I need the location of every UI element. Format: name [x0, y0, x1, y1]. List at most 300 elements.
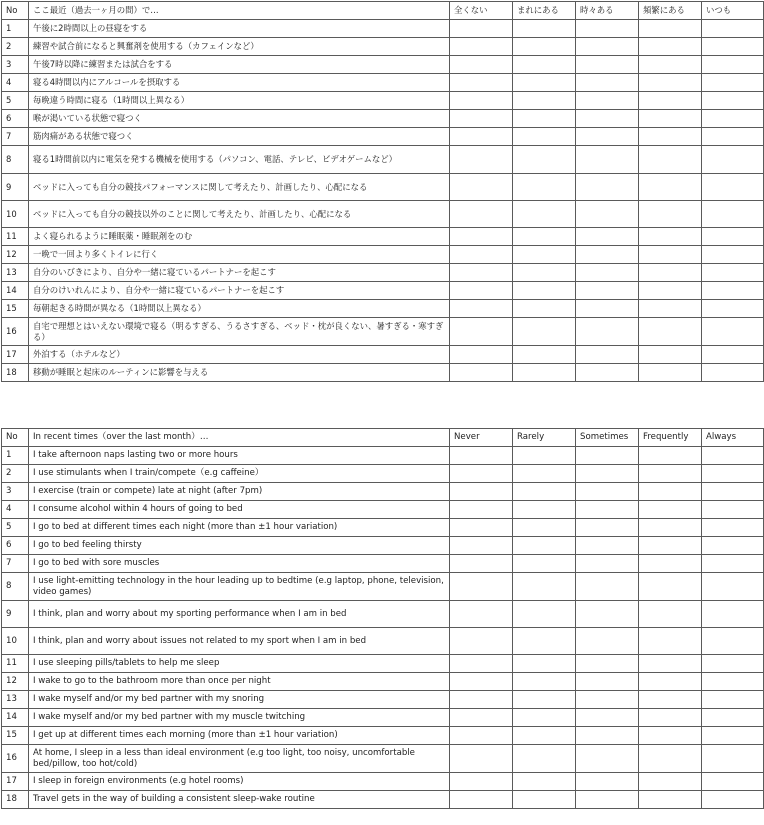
answer-cell-option-1[interactable]	[450, 501, 513, 519]
answer-cell-option-4[interactable]	[639, 56, 702, 74]
answer-cell-option-3[interactable]	[576, 201, 639, 228]
row-number: 5	[2, 92, 29, 110]
answer-cell-option-3[interactable]	[576, 573, 639, 601]
answer-cell-option-3[interactable]	[576, 655, 639, 673]
japanese-sleep-questionnaire	[1, 1, 764, 382]
answer-cell-option-5[interactable]	[702, 264, 764, 282]
answer-cell-option-1[interactable]	[450, 264, 513, 282]
question-text: I think, plan and worry about issues not related to my sport when I am in bed	[29, 628, 450, 655]
row-number: 18	[2, 364, 29, 382]
answer-cell-option-4[interactable]	[639, 673, 702, 691]
question-row	[2, 174, 764, 201]
answer-cell-option-3[interactable]	[576, 346, 639, 364]
answer-cell-option-1[interactable]	[450, 483, 513, 501]
answer-cell-option-4[interactable]	[639, 447, 702, 465]
question-text: 自分のいびきにより、自分や一緒に寝ているパートナーを起こす	[29, 264, 450, 282]
english-sleep-questionnaire	[1, 428, 764, 809]
answer-cell-option-1[interactable]	[450, 228, 513, 246]
question-text: 練習や試合前になると興奮剤を使用する（カフェインなど）	[29, 38, 450, 56]
answer-cell-option-2[interactable]	[513, 264, 576, 282]
row-number: 7	[2, 555, 29, 573]
answer-cell-option-2[interactable]	[513, 791, 576, 809]
question-text: 午後に2時間以上の昼寝をする	[29, 20, 450, 38]
header-option-4: Frequently	[639, 429, 702, 447]
answer-cell-option-2[interactable]	[513, 709, 576, 727]
answer-cell-option-1[interactable]	[450, 655, 513, 673]
question-row	[2, 128, 764, 146]
answer-cell-option-5[interactable]	[702, 628, 764, 655]
answer-cell-option-5[interactable]	[702, 300, 764, 318]
header-option-2: Rarely	[513, 429, 576, 447]
row-number: 9	[2, 601, 29, 628]
answer-cell-option-3[interactable]	[576, 318, 639, 346]
answer-cell-option-3[interactable]	[576, 501, 639, 519]
answer-cell-option-2[interactable]	[513, 246, 576, 264]
answer-cell-option-5[interactable]	[702, 146, 764, 174]
answer-cell-option-1[interactable]	[450, 519, 513, 537]
answer-cell-option-2[interactable]	[513, 201, 576, 228]
answer-cell-option-5[interactable]	[702, 346, 764, 364]
answer-cell-option-4[interactable]	[639, 773, 702, 791]
answer-cell-option-3[interactable]	[576, 519, 639, 537]
answer-cell-option-1[interactable]	[450, 791, 513, 809]
answer-cell-option-2[interactable]	[513, 727, 576, 745]
answer-cell-option-5[interactable]	[702, 709, 764, 727]
answer-cell-option-1[interactable]	[450, 300, 513, 318]
answer-cell-option-5[interactable]	[702, 128, 764, 146]
question-text: 筋肉痛がある状態で寝つく	[29, 128, 450, 146]
answer-cell-option-3[interactable]	[576, 791, 639, 809]
question-text: 午後7時以降に練習または試合をする	[29, 56, 450, 74]
answer-cell-option-2[interactable]	[513, 483, 576, 501]
row-number: 6	[2, 537, 29, 555]
answer-cell-option-1[interactable]	[450, 74, 513, 92]
answer-cell-option-2[interactable]	[513, 346, 576, 364]
question-text: I wake myself and/or my bed partner with my muscle twitching	[29, 709, 450, 727]
header-question: ここ最近（過去一ヶ月の間）で…	[29, 2, 450, 20]
question-row	[2, 74, 764, 92]
answer-cell-option-2[interactable]	[513, 364, 576, 382]
answer-cell-option-2[interactable]	[513, 110, 576, 128]
answer-cell-option-1[interactable]	[450, 745, 513, 773]
answer-cell-option-4[interactable]	[639, 555, 702, 573]
answer-cell-option-5[interactable]	[702, 519, 764, 537]
answer-cell-option-3[interactable]	[576, 537, 639, 555]
answer-cell-option-4[interactable]	[639, 300, 702, 318]
answer-cell-option-1[interactable]	[450, 465, 513, 483]
question-text: 寝る4時間以内にアルコールを摂取する	[29, 74, 450, 92]
answer-cell-option-3[interactable]	[576, 628, 639, 655]
question-text: I go to bed at different times each night (more than ±1 hour variation)	[29, 519, 450, 537]
answer-cell-option-3[interactable]	[576, 555, 639, 573]
header-option-5: Always	[702, 429, 764, 447]
answer-cell-option-2[interactable]	[513, 628, 576, 655]
answer-cell-option-1[interactable]	[450, 174, 513, 201]
answer-cell-option-2[interactable]	[513, 282, 576, 300]
header-option-5: いつも	[702, 2, 764, 20]
answer-cell-option-2[interactable]	[513, 56, 576, 74]
answer-cell-option-3[interactable]	[576, 56, 639, 74]
answer-cell-option-3[interactable]	[576, 282, 639, 300]
answer-cell-option-2[interactable]	[513, 501, 576, 519]
row-number: 17	[2, 346, 29, 364]
answer-cell-option-2[interactable]	[513, 519, 576, 537]
row-number: 5	[2, 519, 29, 537]
answer-cell-option-2[interactable]	[513, 74, 576, 92]
answer-cell-option-5[interactable]	[702, 655, 764, 673]
answer-cell-option-1[interactable]	[450, 282, 513, 300]
question-row	[2, 501, 764, 519]
answer-cell-option-5[interactable]	[702, 201, 764, 228]
answer-cell-option-4[interactable]	[639, 146, 702, 174]
answer-cell-option-2[interactable]	[513, 745, 576, 773]
answer-cell-option-4[interactable]	[639, 264, 702, 282]
question-row	[2, 264, 764, 282]
answer-cell-option-1[interactable]	[450, 709, 513, 727]
answer-cell-option-5[interactable]	[702, 483, 764, 501]
question-row	[2, 246, 764, 264]
answer-cell-option-4[interactable]	[639, 201, 702, 228]
answer-cell-option-4[interactable]	[639, 128, 702, 146]
answer-cell-option-2[interactable]	[513, 673, 576, 691]
row-number: 3	[2, 56, 29, 74]
question-text: 一晩で一回より多くトイレに行く	[29, 246, 450, 264]
answer-cell-option-4[interactable]	[639, 628, 702, 655]
question-row	[2, 201, 764, 228]
answer-cell-option-4[interactable]	[639, 364, 702, 382]
answer-cell-option-1[interactable]	[450, 20, 513, 38]
answer-cell-option-4[interactable]	[639, 318, 702, 346]
answer-cell-option-2[interactable]	[513, 447, 576, 465]
header-option-1: Never	[450, 429, 513, 447]
question-text: 外泊する（ホテルなど）	[29, 346, 450, 364]
answer-cell-option-5[interactable]	[702, 673, 764, 691]
answer-cell-option-1[interactable]	[450, 691, 513, 709]
row-number: 4	[2, 501, 29, 519]
answer-cell-option-1[interactable]	[450, 537, 513, 555]
question-text: I go to bed feeling thirsty	[29, 537, 450, 555]
question-row	[2, 20, 764, 38]
answer-cell-option-1[interactable]	[450, 146, 513, 174]
answer-cell-option-2[interactable]	[513, 318, 576, 346]
answer-cell-option-5[interactable]	[702, 573, 764, 601]
row-number: 11	[2, 655, 29, 673]
question-text: 自宅で理想とはいえない環境で寝る（明るすぎる、うるさすぎる、ベッド・枕が良くない、暑すぎる・寒すぎる）	[29, 318, 450, 346]
answer-cell-option-1[interactable]	[450, 364, 513, 382]
row-number: 4	[2, 74, 29, 92]
answer-cell-option-2[interactable]	[513, 601, 576, 628]
answer-cell-option-5[interactable]	[702, 791, 764, 809]
header-row	[2, 2, 764, 20]
question-text: I sleep in foreign environments (e.g hotel rooms)	[29, 773, 450, 791]
question-row	[2, 346, 764, 364]
answer-cell-option-4[interactable]	[639, 110, 702, 128]
answer-cell-option-5[interactable]	[702, 555, 764, 573]
answer-cell-option-3[interactable]	[576, 110, 639, 128]
header-option-1: 全くない	[450, 2, 513, 20]
answer-cell-option-3[interactable]	[576, 92, 639, 110]
answer-cell-option-5[interactable]	[702, 501, 764, 519]
row-number: 13	[2, 691, 29, 709]
answer-cell-option-2[interactable]	[513, 20, 576, 38]
answer-cell-option-4[interactable]	[639, 228, 702, 246]
question-row	[2, 773, 764, 791]
answer-cell-option-3[interactable]	[576, 264, 639, 282]
answer-cell-option-4[interactable]	[639, 246, 702, 264]
answer-cell-option-3[interactable]	[576, 601, 639, 628]
question-text: よく寝られるように睡眠薬・睡眠剤をのむ	[29, 228, 450, 246]
answer-cell-option-5[interactable]	[702, 74, 764, 92]
answer-cell-option-1[interactable]	[450, 246, 513, 264]
row-number: 16	[2, 318, 29, 346]
row-number: 1	[2, 447, 29, 465]
row-number: 14	[2, 709, 29, 727]
answer-cell-option-3[interactable]	[576, 364, 639, 382]
answer-cell-option-3[interactable]	[576, 146, 639, 174]
answer-cell-option-5[interactable]	[702, 92, 764, 110]
answer-cell-option-2[interactable]	[513, 537, 576, 555]
question-row	[2, 38, 764, 56]
answer-cell-option-2[interactable]	[513, 773, 576, 791]
question-row	[2, 601, 764, 628]
answer-cell-option-2[interactable]	[513, 92, 576, 110]
answer-cell-option-5[interactable]	[702, 364, 764, 382]
header-option-3: Sometimes	[576, 429, 639, 447]
answer-cell-option-3[interactable]	[576, 709, 639, 727]
row-number: 10	[2, 628, 29, 655]
question-row	[2, 300, 764, 318]
answer-cell-option-5[interactable]	[702, 246, 764, 264]
question-text: 喉が渇いている状態で寝つく	[29, 110, 450, 128]
answer-cell-option-4[interactable]	[639, 601, 702, 628]
question-row	[2, 519, 764, 537]
header-no: No	[2, 429, 29, 447]
answer-cell-option-4[interactable]	[639, 691, 702, 709]
header-no: No	[2, 2, 29, 20]
answer-cell-option-3[interactable]	[576, 447, 639, 465]
answer-cell-option-3[interactable]	[576, 246, 639, 264]
answer-cell-option-2[interactable]	[513, 128, 576, 146]
answer-cell-option-5[interactable]	[702, 465, 764, 483]
answer-cell-option-1[interactable]	[450, 601, 513, 628]
answer-cell-option-3[interactable]	[576, 673, 639, 691]
question-row	[2, 691, 764, 709]
question-row	[2, 465, 764, 483]
header-question: In recent times（over the last month）…	[29, 429, 450, 447]
question-row	[2, 282, 764, 300]
question-row	[2, 92, 764, 110]
question-row	[2, 537, 764, 555]
question-row	[2, 364, 764, 382]
answer-cell-option-2[interactable]	[513, 146, 576, 174]
answer-cell-option-2[interactable]	[513, 555, 576, 573]
row-number: 7	[2, 128, 29, 146]
question-row	[2, 709, 764, 727]
answer-cell-option-5[interactable]	[702, 727, 764, 745]
question-row	[2, 228, 764, 246]
question-text: 寝る1時間前以内に電気を発する機械を使用する（パソコン、電話、テレビ、ビデオゲームなど）	[29, 146, 450, 174]
row-number: 18	[2, 791, 29, 809]
row-number: 10	[2, 201, 29, 228]
row-number: 8	[2, 573, 29, 601]
question-text: I use stimulants when I train/compete（e.g caffeine）	[29, 465, 450, 483]
question-text: I think, plan and worry about my sporting performance when I am in bed	[29, 601, 450, 628]
answer-cell-option-1[interactable]	[450, 773, 513, 791]
answer-cell-option-4[interactable]	[639, 791, 702, 809]
answer-cell-option-4[interactable]	[639, 745, 702, 773]
question-text: I go to bed with sore muscles	[29, 555, 450, 573]
question-text: I wake to go to the bathroom more than once per night	[29, 673, 450, 691]
row-number: 11	[2, 228, 29, 246]
row-number: 13	[2, 264, 29, 282]
row-number: 14	[2, 282, 29, 300]
answer-cell-option-4[interactable]	[639, 483, 702, 501]
row-number: 6	[2, 110, 29, 128]
answer-cell-option-3[interactable]	[576, 38, 639, 56]
answer-cell-option-5[interactable]	[702, 110, 764, 128]
answer-cell-option-3[interactable]	[576, 465, 639, 483]
question-row	[2, 555, 764, 573]
answer-cell-option-1[interactable]	[450, 92, 513, 110]
answer-cell-option-4[interactable]	[639, 501, 702, 519]
answer-cell-option-5[interactable]	[702, 318, 764, 346]
row-number: 16	[2, 745, 29, 773]
question-row	[2, 483, 764, 501]
answer-cell-option-1[interactable]	[450, 628, 513, 655]
question-row	[2, 745, 764, 773]
answer-cell-option-5[interactable]	[702, 56, 764, 74]
question-text: I wake myself and/or my bed partner with my snoring	[29, 691, 450, 709]
answer-cell-option-4[interactable]	[639, 465, 702, 483]
answer-cell-option-2[interactable]	[513, 174, 576, 201]
row-number: 12	[2, 246, 29, 264]
question-text: At home, I sleep in a less than ideal environment (e.g too light, too noisy, uncomfortable bed/pillow, too hot/cold)	[29, 745, 450, 773]
row-number: 2	[2, 38, 29, 56]
question-row	[2, 56, 764, 74]
answer-cell-option-4[interactable]	[639, 573, 702, 601]
answer-cell-option-1[interactable]	[450, 573, 513, 601]
question-text: 自分のけいれんにより、自分や一緒に寝ているパートナーを起こす	[29, 282, 450, 300]
answer-cell-option-4[interactable]	[639, 174, 702, 201]
question-row	[2, 791, 764, 809]
answer-cell-option-4[interactable]	[639, 20, 702, 38]
answer-cell-option-3[interactable]	[576, 691, 639, 709]
answer-cell-option-4[interactable]	[639, 346, 702, 364]
question-text: I consume alcohol within 4 hours of going to bed	[29, 501, 450, 519]
question-text: I take afternoon naps lasting two or more hours	[29, 447, 450, 465]
row-number: 8	[2, 146, 29, 174]
english-table-body	[2, 429, 764, 809]
answer-cell-option-1[interactable]	[450, 318, 513, 346]
answer-cell-option-1[interactable]	[450, 110, 513, 128]
answer-cell-option-2[interactable]	[513, 655, 576, 673]
answer-cell-option-3[interactable]	[576, 727, 639, 745]
question-row	[2, 727, 764, 745]
header-option-3: 時々ある	[576, 2, 639, 20]
answer-cell-option-4[interactable]	[639, 655, 702, 673]
answer-cell-option-1[interactable]	[450, 555, 513, 573]
answer-cell-option-1[interactable]	[450, 346, 513, 364]
answer-cell-option-5[interactable]	[702, 447, 764, 465]
answer-cell-option-3[interactable]	[576, 74, 639, 92]
answer-cell-option-5[interactable]	[702, 20, 764, 38]
answer-cell-option-1[interactable]	[450, 201, 513, 228]
question-row	[2, 573, 764, 601]
answer-cell-option-2[interactable]	[513, 573, 576, 601]
answer-cell-option-1[interactable]	[450, 56, 513, 74]
answer-cell-option-3[interactable]	[576, 20, 639, 38]
question-text: 毎晩違う時間に寝る（1時間以上異なる）	[29, 92, 450, 110]
answer-cell-option-3[interactable]	[576, 300, 639, 318]
row-number: 12	[2, 673, 29, 691]
answer-cell-option-1[interactable]	[450, 128, 513, 146]
answer-cell-option-5[interactable]	[702, 174, 764, 201]
header-option-4: 頻繁にある	[639, 2, 702, 20]
answer-cell-option-1[interactable]	[450, 727, 513, 745]
answer-cell-option-5[interactable]	[702, 38, 764, 56]
answer-cell-option-1[interactable]	[450, 673, 513, 691]
question-text: 毎朝起きる時間が異なる（1時間以上異なる）	[29, 300, 450, 318]
answer-cell-option-4[interactable]	[639, 92, 702, 110]
answer-cell-option-2[interactable]	[513, 300, 576, 318]
answer-cell-option-3[interactable]	[576, 228, 639, 246]
answer-cell-option-2[interactable]	[513, 228, 576, 246]
answer-cell-option-3[interactable]	[576, 483, 639, 501]
row-number: 1	[2, 20, 29, 38]
question-row	[2, 447, 764, 465]
answer-cell-option-4[interactable]	[639, 282, 702, 300]
answer-cell-option-4[interactable]	[639, 519, 702, 537]
answer-cell-option-1[interactable]	[450, 38, 513, 56]
answer-cell-option-2[interactable]	[513, 38, 576, 56]
answer-cell-option-4[interactable]	[639, 74, 702, 92]
question-row	[2, 655, 764, 673]
answer-cell-option-5[interactable]	[702, 228, 764, 246]
question-text: 移動が睡眠と起床のルーティンに影響を与える	[29, 364, 450, 382]
answer-cell-option-2[interactable]	[513, 465, 576, 483]
answer-cell-option-4[interactable]	[639, 709, 702, 727]
header-option-2: まれにある	[513, 2, 576, 20]
question-text: I use light-emitting technology in the hour leading up to bedtime (e.g laptop, phone, television, video games)	[29, 573, 450, 601]
question-text: I use sleeping pills/tablets to help me sleep	[29, 655, 450, 673]
answer-cell-option-5[interactable]	[702, 601, 764, 628]
row-number: 17	[2, 773, 29, 791]
answer-cell-option-3[interactable]	[576, 745, 639, 773]
answer-cell-option-4[interactable]	[639, 727, 702, 745]
question-row	[2, 110, 764, 128]
japanese-table-body	[2, 2, 764, 382]
answer-cell-option-5[interactable]	[702, 282, 764, 300]
question-row	[2, 146, 764, 174]
answer-cell-option-5[interactable]	[702, 773, 764, 791]
header-row	[2, 429, 764, 447]
answer-cell-option-5[interactable]	[702, 745, 764, 773]
question-text: Travel gets in the way of building a consistent sleep-wake routine	[29, 791, 450, 809]
answer-cell-option-2[interactable]	[513, 691, 576, 709]
question-text: ベッドに入っても自分の競技以外のことに関して考えたり、計画したり、心配になる	[29, 201, 450, 228]
answer-cell-option-4[interactable]	[639, 38, 702, 56]
answer-cell-option-1[interactable]	[450, 447, 513, 465]
answer-cell-option-3[interactable]	[576, 773, 639, 791]
answer-cell-option-5[interactable]	[702, 537, 764, 555]
question-row	[2, 673, 764, 691]
answer-cell-option-3[interactable]	[576, 128, 639, 146]
answer-cell-option-5[interactable]	[702, 691, 764, 709]
row-number: 3	[2, 483, 29, 501]
row-number: 15	[2, 727, 29, 745]
answer-cell-option-3[interactable]	[576, 174, 639, 201]
answer-cell-option-4[interactable]	[639, 537, 702, 555]
